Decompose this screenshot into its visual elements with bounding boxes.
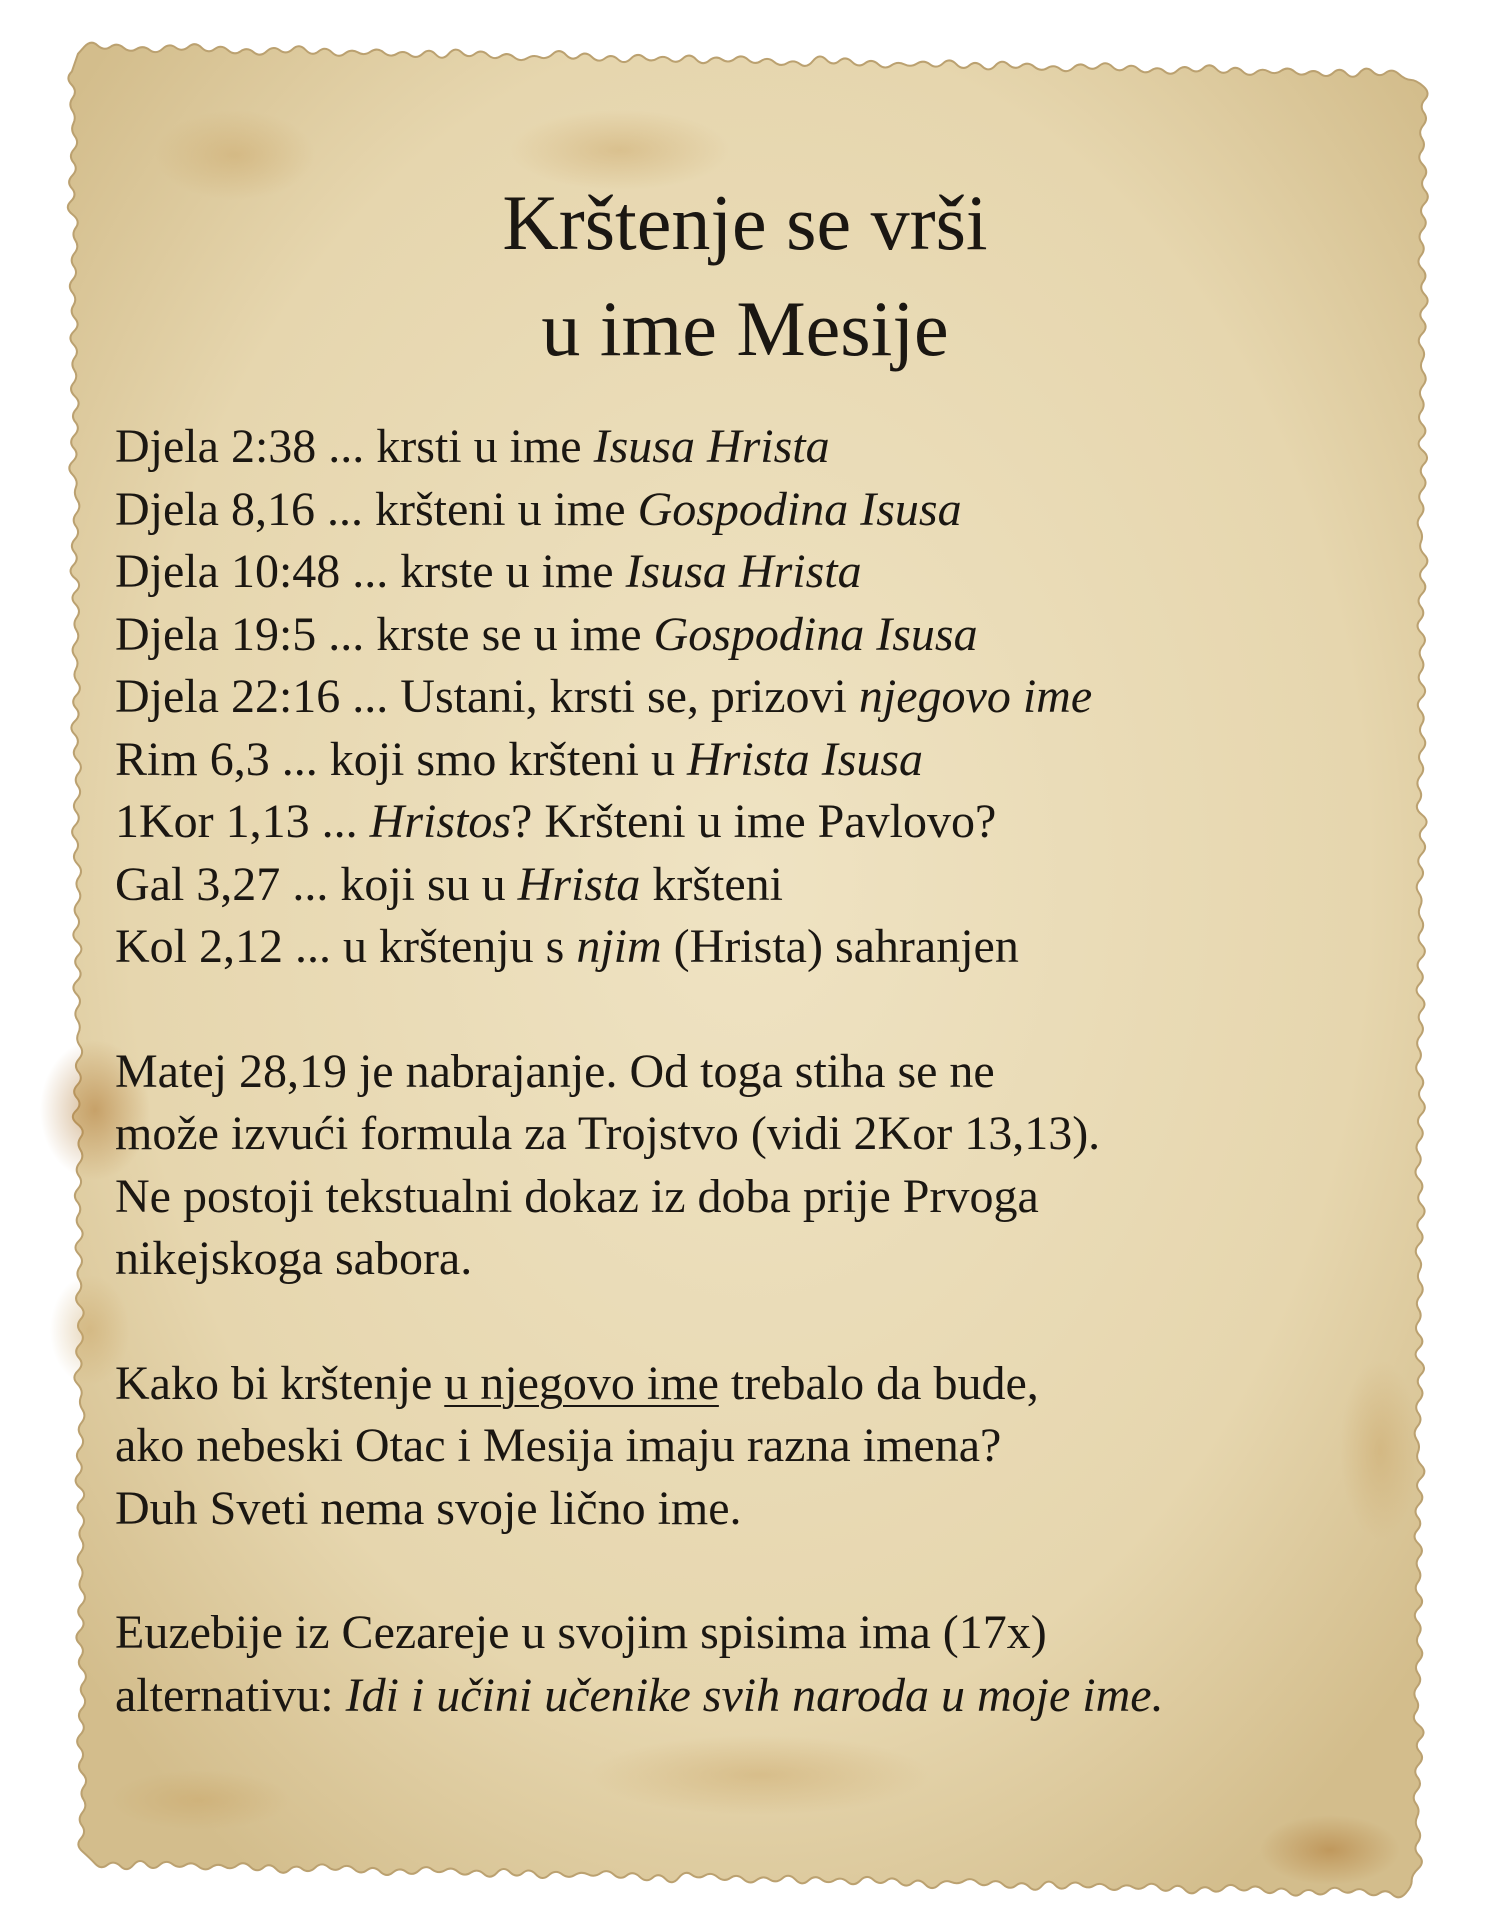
- paragraph-line: [115, 1353, 1345, 1416]
- paragraph-line: može izvući formula za Trojstvo (vidi 2Kor 13,13).: [115, 1107, 1101, 1160]
- reference-text: ... koji su u: [280, 857, 518, 911]
- line-text: alternativu:: [115, 1668, 346, 1722]
- reference-citation: Djela 10:48: [115, 545, 341, 598]
- title-line-1: Krštenje se vrši: [502, 179, 988, 266]
- reference-row: [115, 729, 1345, 792]
- reference-italic: Gospodina Isusa: [637, 482, 962, 536]
- reference-text: ... kršteni u ime: [314, 482, 638, 536]
- reference-text: ... krsti u ime: [316, 420, 594, 473]
- reference-row: [115, 854, 1345, 917]
- reference-row: [115, 604, 1345, 667]
- reference-citation: Djela 8,16: [115, 482, 315, 536]
- paragraph-line: nikejskoga sabora.: [115, 1232, 473, 1285]
- document-content: [115, 170, 1345, 1727]
- reference-citation: 1Kor 1,13: [115, 795, 310, 848]
- reference-italic: Gospodina Isusa: [653, 607, 978, 661]
- reference-after-italic: (Hrista) sahranjen: [661, 920, 1019, 973]
- reference-italic: Hrista: [517, 857, 641, 911]
- paragraph-line: Ne postoji tekstualni dokaz iz doba prije Prvoga: [115, 1169, 1039, 1223]
- paragraph-line: Matej 28,19 je nabrajanje. Od toga stiha se ne: [115, 1044, 995, 1098]
- stain-bottom-right: [1260, 1815, 1400, 1885]
- reference-italic: njim: [576, 920, 662, 973]
- reference-italic: Hrista Isusa: [687, 732, 924, 786]
- reference-text: ... krste u ime: [340, 545, 626, 598]
- reference-text: ...: [309, 795, 370, 848]
- reference-after-italic: kršteni: [640, 857, 784, 911]
- line-text: trebalo da bude,: [718, 1356, 1039, 1410]
- reference-text: ... u krštenju s: [283, 920, 577, 973]
- reference-row: [115, 416, 1345, 479]
- paragraph-name-question: [115, 1353, 1345, 1541]
- stain-bottom: [590, 1735, 930, 1815]
- paragraph-line: [115, 1665, 1345, 1728]
- reference-italic: njegovo ime: [858, 670, 1093, 723]
- stain-bottom-left: [110, 1770, 290, 1830]
- reference-text: ... krste se u ime: [316, 607, 654, 661]
- reference-row: [115, 791, 1345, 854]
- reference-row: [115, 666, 1345, 729]
- paragraph-line: ako nebeski Otac i Mesija imaju razna imena?: [115, 1419, 1002, 1472]
- paragraph-line: Euzebije iz Cezareje u svojim spisima ima (17x): [115, 1606, 1047, 1659]
- page-title: [115, 170, 1375, 382]
- reference-citation: Djela 19:5: [115, 607, 317, 661]
- paragraph-line: Duh Sveti nema svoje lično ime.: [115, 1481, 742, 1535]
- reference-citation: Djela 2:38: [115, 420, 317, 473]
- stain-right: [1340, 1360, 1420, 1540]
- paragraph-eusebius: [115, 1602, 1345, 1727]
- reference-citation: Rim 6,3: [115, 732, 270, 786]
- reference-italic: Isusa Hrista: [625, 545, 862, 598]
- reference-row: [115, 541, 1345, 604]
- paragraph-matthew: [115, 1041, 1345, 1291]
- reference-text: ... Ustani, krsti se, prizovi: [340, 670, 859, 723]
- title-line-2: u ime Mesije: [541, 285, 949, 372]
- reference-after-italic: ? Kršteni u ime Pavlovo?: [511, 795, 997, 848]
- reference-italic: Isusa Hrista: [593, 420, 830, 473]
- reference-row: [115, 479, 1345, 542]
- line-text: Kako bi krštenje: [115, 1356, 445, 1410]
- italic-quote: Idi i učini učenike svih naroda u moje ime.: [345, 1668, 1164, 1722]
- reference-citation: Djela 22:16: [115, 670, 341, 723]
- reference-text: ... koji smo kršteni u: [269, 732, 688, 786]
- reference-row: [115, 916, 1345, 979]
- reference-citation: Kol 2,12: [115, 920, 283, 973]
- reference-citation: Gal 3,27: [115, 857, 281, 911]
- scripture-reference-list: [115, 416, 1345, 979]
- reference-italic: Hristos: [369, 795, 512, 848]
- underlined-phrase: u njegovo ime: [444, 1356, 719, 1410]
